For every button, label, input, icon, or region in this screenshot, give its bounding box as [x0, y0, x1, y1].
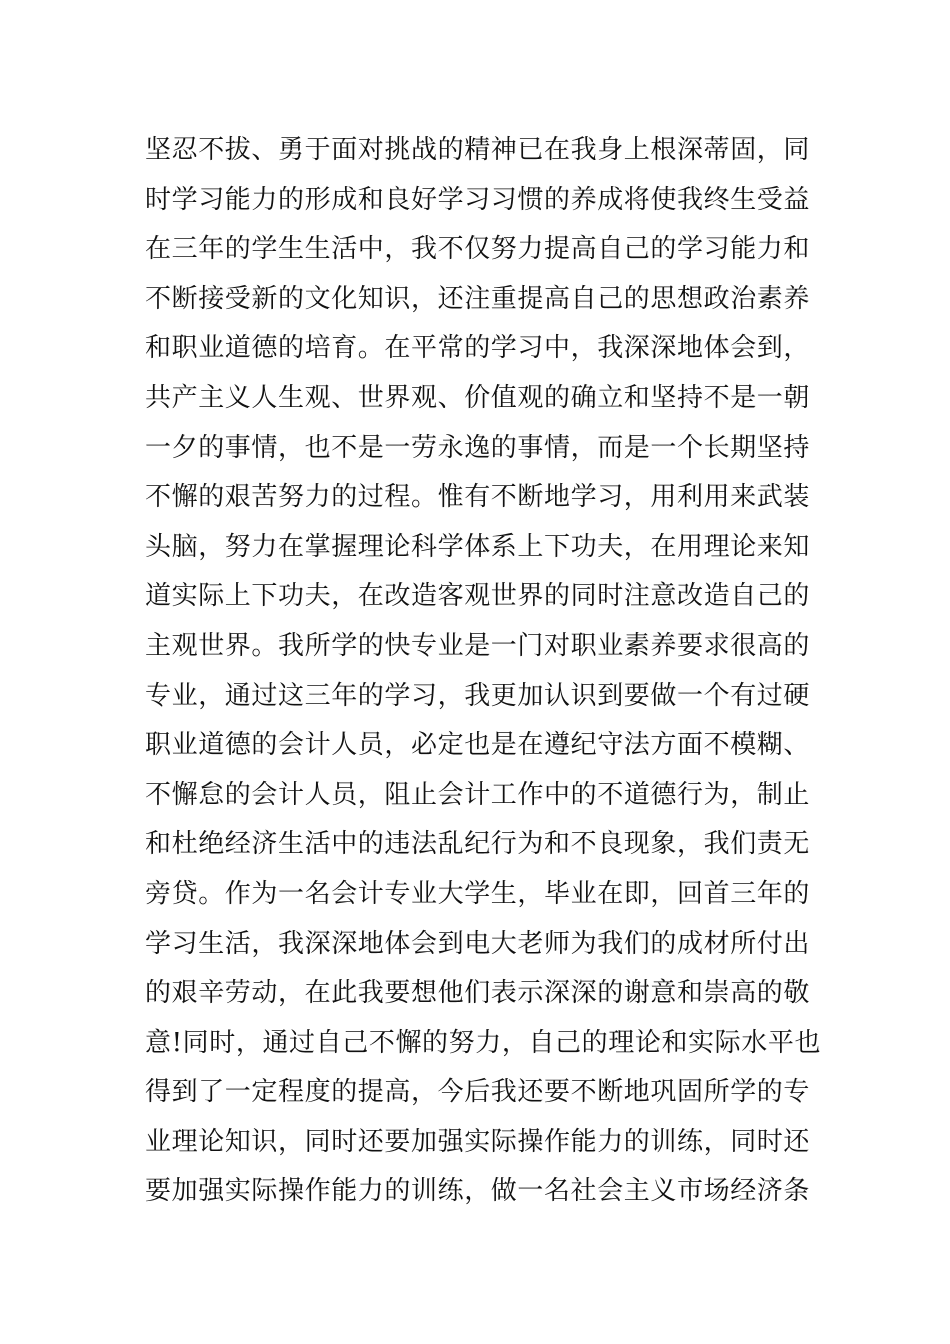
text-line: 的艰辛劳动，在此我要想他们表示深深的谢意和崇高的敬 [145, 978, 811, 1009]
text-line: 不懈怠的会计人员，阻止会计工作中的不道德行为，制止 [145, 779, 811, 810]
text-line: 道实际上下功夫，在改造客观世界的同时注意改造自己的 [145, 581, 811, 612]
body-text [145, 126, 822, 1217]
text-line: 不断接受新的文化知识，还注重提高自己的思想政治素养 [145, 283, 811, 314]
text-line: 专业，通过这三年的学习，我更加认识到要做一个有过硬 [145, 680, 811, 711]
text-line: 主观世界。我所学的快专业是一门对职业素养要求很高的 [145, 630, 811, 661]
text-line: 旁贷。作为一名会计专业大学生，毕业在即，回首三年的 [145, 878, 811, 909]
text-line: 共产主义人生观、世界观、价值观的确立和坚持不是一朝 [145, 382, 811, 413]
text-line: 学习生活，我深深地体会到电大老师为我们的成材所付出 [145, 928, 811, 959]
text-line: 在三年的学生生活中，我不仅努力提高自己的学习能力和 [145, 234, 811, 265]
text-line: 时学习能力的形成和良好学习习惯的养成将使我终生受益 [145, 184, 811, 215]
text-line: 得到了一定程度的提高，今后我还要不断地巩固所学的专 [145, 1077, 811, 1108]
text-line: 和杜绝经济生活中的违法乱纪行为和不良现象，我们责无 [145, 829, 811, 860]
text-line: 意!同时，通过自己不懈的努力，自己的理论和实际水平也 [145, 1027, 822, 1058]
text-line: 和职业道德的培育。在平常的学习中，我深深地体会到， [145, 333, 811, 364]
text-line: 业理论知识，同时还要加强实际操作能力的训练，同时还 [145, 1126, 811, 1157]
text-line: 头脑，努力在掌握理论科学体系上下功夫，在用理论来知 [145, 531, 811, 562]
text-line: 职业道德的会计人员，必定也是在遵纪守法方面不模糊、 [145, 730, 811, 761]
text-line: 不懈的艰苦努力的过程。惟有不断地学习，用利用来武装 [145, 482, 811, 513]
text-line: 一夕的事情，也不是一劳永逸的事情，而是一个长期坚持 [145, 432, 811, 463]
text-line: 坚忍不拔、勇于面对挑战的精神已在我身上根深蒂固，同 [145, 135, 811, 165]
text-line: 要加强实际操作能力的训练，做一名社会主义市场经济条 [145, 1176, 811, 1207]
